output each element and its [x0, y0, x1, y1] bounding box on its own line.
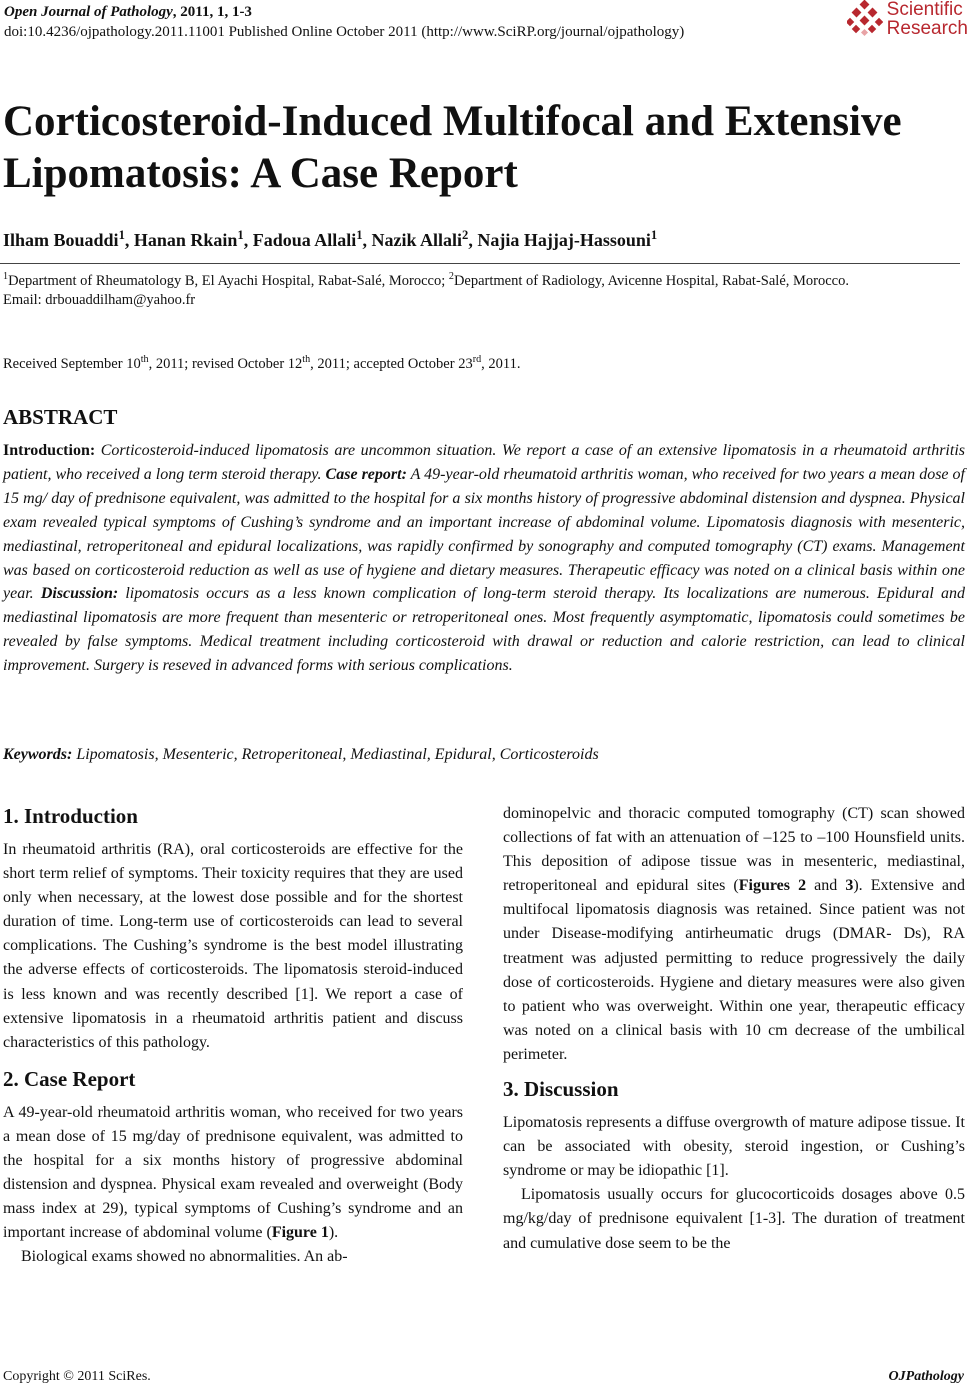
paragraph: Lipomatosis represents a diffuse overgrowth of mature adipose tissue. It can be associated with obesity, steroid ingestion, or Cushing’s syndrome or may be idiopathic [1]. — [503, 1114, 965, 1180]
ordinal-suffix: th — [140, 354, 149, 366]
abstract-intro-label: Introduction: — [3, 442, 96, 459]
author-affiliation-mark: 2 — [462, 228, 469, 242]
paragraph — [3, 1101, 463, 1246]
paragraph-text: ). — [328, 1224, 339, 1242]
paragraph-text: and — [806, 877, 846, 895]
affiliation-1: Department of Rheumatology B, El Ayachi Hospital, Rabat-Salé, Morocco; — [8, 273, 449, 289]
header-divider — [0, 263, 960, 264]
year-text: , 2011. — [481, 356, 521, 372]
abstract-heading: ABSTRACT — [3, 405, 118, 429]
author-affiliation-mark: 1 — [650, 228, 658, 242]
paragraph-text: dominopelvic and thoracic computed tomography (CT) scan showed collections of fat with an attenuation of –125 to –100 Hounsfield units. This deposition of adipose tissue was in mesenteric, mediastinal, retroperitoneal and epidural sites ( — [503, 805, 965, 895]
author-affiliation-mark: 1 — [118, 228, 125, 242]
keywords — [3, 746, 599, 764]
affiliation-mark: 2 — [448, 271, 454, 283]
journal-volume: , 2011, 1, 1-3 — [172, 4, 252, 20]
author-affiliation-mark: 1 — [237, 228, 244, 242]
figure-reference[interactable]: Figures 2 — [738, 877, 807, 895]
author-name: Fadoua Allali — [252, 230, 357, 250]
author-affiliation-mark: 1 — [356, 228, 363, 242]
author-list: Ilham Bouaddi$^1$, Hanan Rkain$^1$, Fadoua Allali$^1$, Nazik Allali$^2$, Najia Hajjaj-Hassouni$^1$ — [3, 228, 658, 250]
author-name: Hanan Rkain — [133, 230, 238, 250]
received-text: Received September 10 — [3, 356, 141, 372]
paragraph: Lipomatosis usually occurs for glucocorticoids dosages above 0.5 mg/kg/day of prednisone equivalent [1-3]. The duration of treatment and cumulative dose seem to be the — [503, 1186, 965, 1252]
accepted-text: , 2011; accepted October 23 — [310, 356, 473, 372]
keywords-label: Keywords: — [3, 746, 73, 763]
figure-reference[interactable]: Figure 1 — [271, 1224, 329, 1242]
logo-text-line2: Research — [886, 18, 968, 39]
paragraph-continued — [503, 802, 965, 1067]
doi-line: doi:10.4236/ojpathology.2011.11001 Published Online October 2011 (http://www.SciRP.org/journal/ojpathology) — [4, 24, 685, 40]
abstract-discussion-text: lipomatosis occurs as a less known complication of long-term steroid therapy. Its localizations are numerous. Epidural and mediastinal lipomatosis are more frequent than mesenteric or retroperitoneal ones. Most frequently asymptomatic, lipomatosis could sometimes be revealed by false symptoms. Medical treatment including corticosteroid with drawal or reduction and calorie restriction, can lead to clinical improvement. Surgery is reseved in advanced forms with serious complications. — [3, 585, 966, 675]
left-column — [3, 800, 463, 1269]
title-line-2: Lipomatosis: A Case Report — [3, 150, 518, 197]
title-line-1: Corticosteroid-Induced Multifocal and Extensive — [3, 98, 902, 145]
publisher-logo — [847, 0, 968, 38]
abstract-intro-text: Corticosteroid-induced lipomatosis are uncommon situation. We report a case of an extensive lipomatosis in a rheumatoid arthritis patient, who received a long term steroid therapy. — [3, 442, 965, 483]
keywords-list: Lipomatosis, Mesenteric, Retroperitoneal, Mediastinal, Epidural, Corticosteroids — [72, 746, 599, 763]
affiliation-2: Department of Radiology, Avicenne Hospital, Rabat-Salé, Morocco. — [453, 273, 849, 289]
received-dates — [3, 356, 520, 373]
logo-text-line1: Scientific — [886, 0, 963, 20]
section-heading-discussion: 3. Discussion — [503, 1077, 619, 1102]
scirp-logo-icon — [847, 0, 883, 38]
affiliation-mark: 1 — [3, 271, 9, 283]
paragraph: In rheumatoid arthritis (RA), oral corticosteroids are effective for the short term relief of symptoms. Their toxicity requires that they are used only when necessary, at the lowest dose possible and for the shortest duration of time. Long-term use of corticosteroids can lead to several complications. The Cushing’s syndrome is the best model illustrating the adverse effects of corticosteroids. The lipomatosis steroid-induced is less known and was recently described [1]. We report a case of extensive lipomatosis in a rheumatoid arthritis patient and discuss characteristics of this pathology. — [3, 841, 463, 1051]
journal-name: Open Journal of Pathology — [4, 4, 173, 20]
revised-text: , 2011; revised October 12 — [148, 356, 303, 372]
author-name: Ilham Bouaddi — [3, 230, 119, 250]
abstract-body — [3, 439, 965, 678]
running-header — [4, 2, 684, 42]
figure-reference[interactable]: 3 — [845, 877, 854, 895]
author-name: Najia Hajjaj-Hassouni — [477, 230, 651, 250]
paragraph: Biological exams showed no abnormalities. An ab- — [21, 1248, 348, 1266]
affiliations — [3, 272, 965, 310]
author-name: Nazik Allali — [371, 230, 463, 250]
footer-journal: OJPathology — [888, 1369, 964, 1384]
paragraph-text: A 49-year-old rheumatoid arthritis woman, who received for two years a mean dose of 15 mg/day of prednisone equivalent, was admitted to the hospital for a six months history of progressive abdominal distension and dyspnea. Physical exam revealed and overweight (Body mass index at 29), typical symptoms of Cushing’s syndrome and an important increase of abdominal volume ( — [3, 1103, 463, 1242]
section-heading-case-report: 2. Case Report — [3, 1066, 136, 1091]
ordinal-suffix: rd — [472, 354, 482, 366]
article-title — [3, 96, 902, 200]
paragraph-text: ). Extensive and multifocal lipomatosis diagnosis was retained. Since patient was not under Disease-modifying antirheumatic drugs (DMAR- Ds), RA treatment was adjusted permitting to reduce progressively the daily dose of corticosteroids. Hygiene and dietary measures were also given to patient who was overweight. Within one year, therapeutic efficacy was noted on a clinical basis with 10 cm decrease of the umbilical perimeter. — [503, 877, 965, 1063]
abstract-case-text: A 49-year-old rheumatoid arthritis woman, who received for two years a mean dose of 15 mg/ day of prednisone equivalent, was admitted to the hospital for a six months history of progressive abdominal distension and dyspnea. Physical exam revealed typical symptoms of Cushing’s syndrome and an important increase of abdominal volume. Lipomatosis diagnosis with mesenteric, mediastinal, retroperitoneal and epidural localizations, was rapidly confirmed by sonography and computed tomography (CT) exams. Management was based on corticosteroid reduction as well as use of hygiene and dietary measures. Therapeutic efficacy was noted on a clinical basis within one year. — [3, 465, 966, 603]
author-email: Email: drbouaddilham@yahoo.fr — [3, 292, 196, 308]
section-heading-introduction: 1. Introduction — [3, 804, 138, 828]
abstract-case-label: Case report: — [325, 465, 407, 483]
ordinal-suffix: th — [302, 354, 311, 366]
footer-copyright: Copyright © 2011 SciRes. — [3, 1369, 151, 1384]
abstract-discussion-label: Discussion: — [40, 585, 119, 603]
right-column — [503, 802, 965, 1256]
